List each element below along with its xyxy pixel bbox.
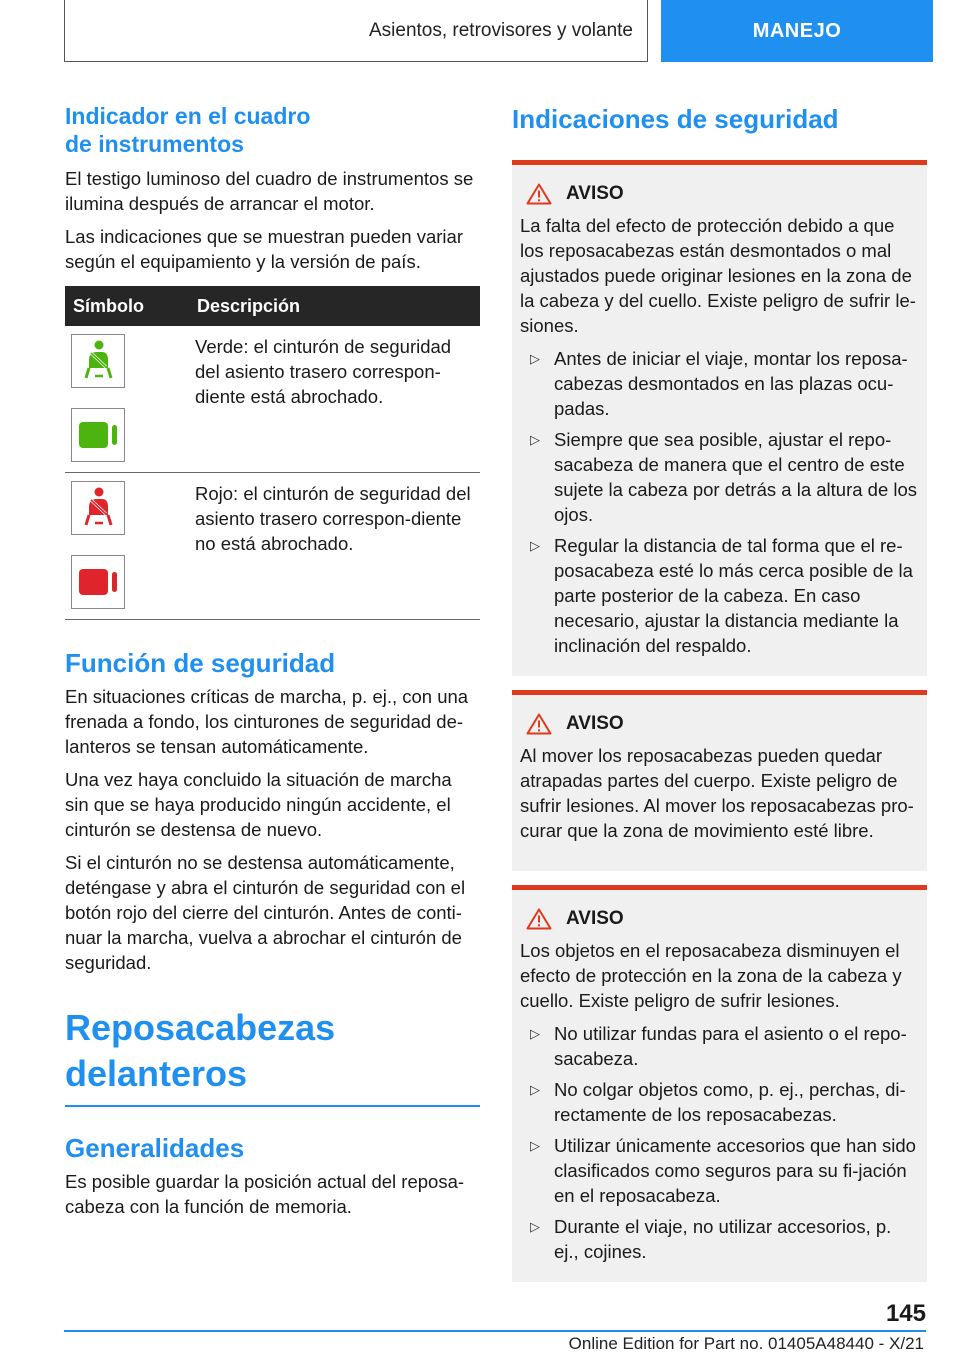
triangle-bullet-icon: ▷: [530, 432, 540, 447]
warning-box: [512, 885, 927, 1282]
triangle-bullet-icon: ▷: [530, 1082, 540, 1097]
symbol-cell: [65, 473, 189, 620]
safety-heading: Indicaciones de seguridad: [512, 104, 839, 134]
list-item: ▷ No colgar objetos como, p. ej., perchas, di-rectamente de los reposacabezas.: [530, 1079, 906, 1125]
warning-box: [512, 160, 927, 676]
edition-footer[interactable]: Online Edition for Part no. 01405A48440 - X/21: [568, 1334, 924, 1353]
table-row: [65, 473, 480, 620]
chapter-tab[interactable]: [661, 0, 933, 62]
warning-triangle-icon: [526, 183, 552, 205]
triangle-bullet-icon: ▷: [530, 1026, 540, 1041]
symbol-table: [65, 286, 480, 620]
warning-header: [526, 908, 919, 930]
list-item: ▷ Antes de iniciar el viaje, montar los reposa-cabezas desmontados en las plazas ocu-padas.: [530, 348, 908, 419]
warning-text: La falta del efecto de protección debido a que los reposacabezas están desmontados o mal ajustados puede originar lesiones en la zona de la cabeza y del cuello. Existe peligro de sufrir le-siones.: [520, 215, 916, 336]
warning-header: [526, 713, 919, 735]
warning-text: Al mover los reposacabezas pueden quedar atrapadas partes del cuerpo. Existe peligro de sufrir lesiones. Al mover los reposacabezas pro-curar que la zona de movimiento esté libre.: [520, 745, 914, 841]
triangle-bullet-icon: ▷: [530, 1219, 540, 1234]
seatbelt-icon: [71, 334, 125, 388]
warning-list: [520, 1021, 919, 1264]
triangle-bullet-icon: ▷: [530, 351, 540, 366]
seat-status-icon: [71, 408, 125, 462]
warning-triangle-icon: [526, 713, 552, 735]
table-row: [65, 326, 480, 473]
function-paragraph-3: Si el cinturón no se destensa automáticamente, deténgase y abra el cinturón de seguridad con el botón rojo del cierre del cinturón. Antes de conti-nuar la marcha, vuelva a abrochar el cinturón de seguridad.: [65, 852, 466, 973]
function-paragraph-1: En situaciones críticas de marcha, p. ej., con una frenada a fondo, los cinturones de seguridad de-lanteros se tensan automáticamente.: [65, 686, 469, 757]
warning-triangle-icon: [526, 908, 552, 930]
warning-list: [520, 346, 919, 658]
chapter-heading: Reposacabezas delanteros: [65, 1005, 480, 1107]
seat-status-icon: [71, 555, 125, 609]
warning-label: AVISO: [566, 713, 624, 734]
function-paragraph-2: Una vez haya concluido la situación de marcha sin que se haya producido ningún accidente, el cinturón se destensa de nuevo.: [65, 769, 452, 840]
running-header-section: [64, 0, 648, 62]
warning-text: Los objetos en el reposacabeza disminuyen el efecto de protección en la zona de la cabeza y cuello. Existe peligro de sufrir lesiones.: [520, 940, 902, 1011]
warning-header: [526, 183, 919, 205]
function-heading: Función de seguridad: [65, 648, 336, 678]
warning-label: AVISO: [566, 908, 624, 929]
list-item: ▷ No utilizar fundas para el asiento o el repo-sacabeza.: [530, 1023, 907, 1069]
indicator-paragraph-1: El testigo luminoso del cuadro de instrumentos se ilumina después de arrancar el motor.: [65, 168, 474, 214]
list-item: ▷ Siempre que sea posible, ajustar el repo-sacabeza de manera que el centro de este sujete la cabeza por detrás a la altura de los ojos.: [530, 429, 918, 525]
indicator-paragraph-2: Las indicaciones que se muestran pueden variar según el equipamiento y la versión de país.: [65, 226, 463, 272]
symbol-cell: [65, 326, 189, 473]
description-cell: Verde: el cinturón de seguridad del asiento trasero correspon-diente está abrochado.: [189, 326, 480, 473]
list-item: ▷ Regular la distancia de tal forma que el re-posacabeza esté lo más cerca posible de la parte posterior de la cabeza. En caso necesario, ajustar la distancia mediante la inclinación del respaldo.: [530, 535, 913, 656]
chapter-tab-label: MANEJO: [752, 19, 842, 42]
section-title: Asientos, retrovisores y volante: [368, 19, 633, 41]
page-number: 145: [885, 1300, 926, 1327]
general-paragraph-1: Es posible guardar la posición actual del reposa-cabeza con la función de memoria.: [65, 1171, 465, 1217]
warning-box: [512, 690, 927, 871]
indicator-heading: Indicador en el cuadro de instrumentos: [65, 103, 311, 157]
triangle-bullet-icon: ▷: [530, 1138, 540, 1153]
list-item: ▷ Utilizar únicamente accesorios que han sido clasificados como seguros para su fi-jación en el reposacabeza.: [530, 1135, 916, 1206]
general-heading: Generalidades: [65, 1133, 245, 1163]
seatbelt-icon: [71, 481, 125, 535]
left-column: [65, 102, 480, 1227]
triangle-bullet-icon: ▷: [530, 538, 540, 553]
description-cell: Rojo: el cinturón de seguridad del asiento trasero correspon-diente no está abrochado.: [189, 473, 480, 620]
warning-label: AVISO: [566, 183, 624, 204]
col-header-symbol: Símbolo: [65, 286, 189, 326]
footer-divider: [64, 1330, 926, 1332]
col-header-description: Descripción: [189, 286, 480, 326]
list-item: ▷ Durante el viaje, no utilizar accesorios, p. ej., cojines.: [530, 1216, 892, 1262]
right-column: [512, 102, 927, 1296]
